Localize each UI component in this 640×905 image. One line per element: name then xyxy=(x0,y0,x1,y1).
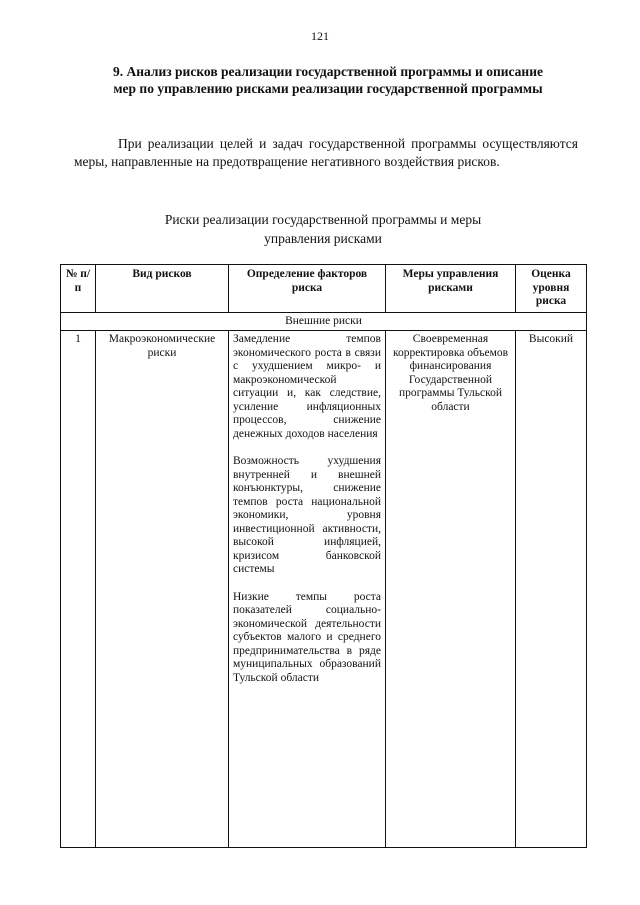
header-number: № п/п xyxy=(61,265,96,313)
risk-measures: Своевременная корректировка объемов финансирования Государственной программы Тульской области xyxy=(386,331,516,848)
group-label: Внешние риски xyxy=(61,312,587,331)
risk-level: Высокий xyxy=(516,331,587,848)
group-row xyxy=(61,312,587,331)
risk-table xyxy=(60,264,587,848)
table-row xyxy=(61,331,587,848)
risk-factor: Возможность ухудшения внутренней и внешней конъюнктуры, снижение темпов роста национальной экономики, уровня инвестиционной активности, высокой инфляцией, кризисом банковской системы xyxy=(233,455,381,575)
header-risk-level: Оценка уровня риска xyxy=(516,265,587,313)
row-number: 1 xyxy=(61,331,96,848)
section-title: 9. Анализ рисков реализации государственной программы и описание мер по управлению рисками реализации государственной программы xyxy=(113,64,543,96)
header-risk-factors: Определение факторов риска xyxy=(229,265,386,313)
risk-factor: Низкие темпы роста показателей социально-экономической деятельности субъектов малого и среднего предпринимательства в ряде муниципальных образований Тульской области xyxy=(233,590,381,684)
page-number: 121 xyxy=(311,29,329,43)
header-measures: Меры управления рисками xyxy=(386,265,516,313)
risk-factors-cell xyxy=(229,331,386,848)
risk-factor: Замедление темпов экономического роста в связи с ухудшением микро- и макроэкономической ситуации и, как следствие, усиление инфляционных процессов, снижение денежных доходов населения xyxy=(233,333,381,440)
table-caption: Риски реализации государственной программы и меры управления рисками xyxy=(164,212,482,246)
table-header-row xyxy=(61,265,587,313)
header-risk-type: Вид рисков xyxy=(96,265,229,313)
intro-paragraph: При реализации целей и задач государственной программы осуществляются меры, направленные на предотвращение негативного воздействия рисков. xyxy=(74,136,578,169)
risk-type: Макроэкономические риски xyxy=(96,331,229,848)
